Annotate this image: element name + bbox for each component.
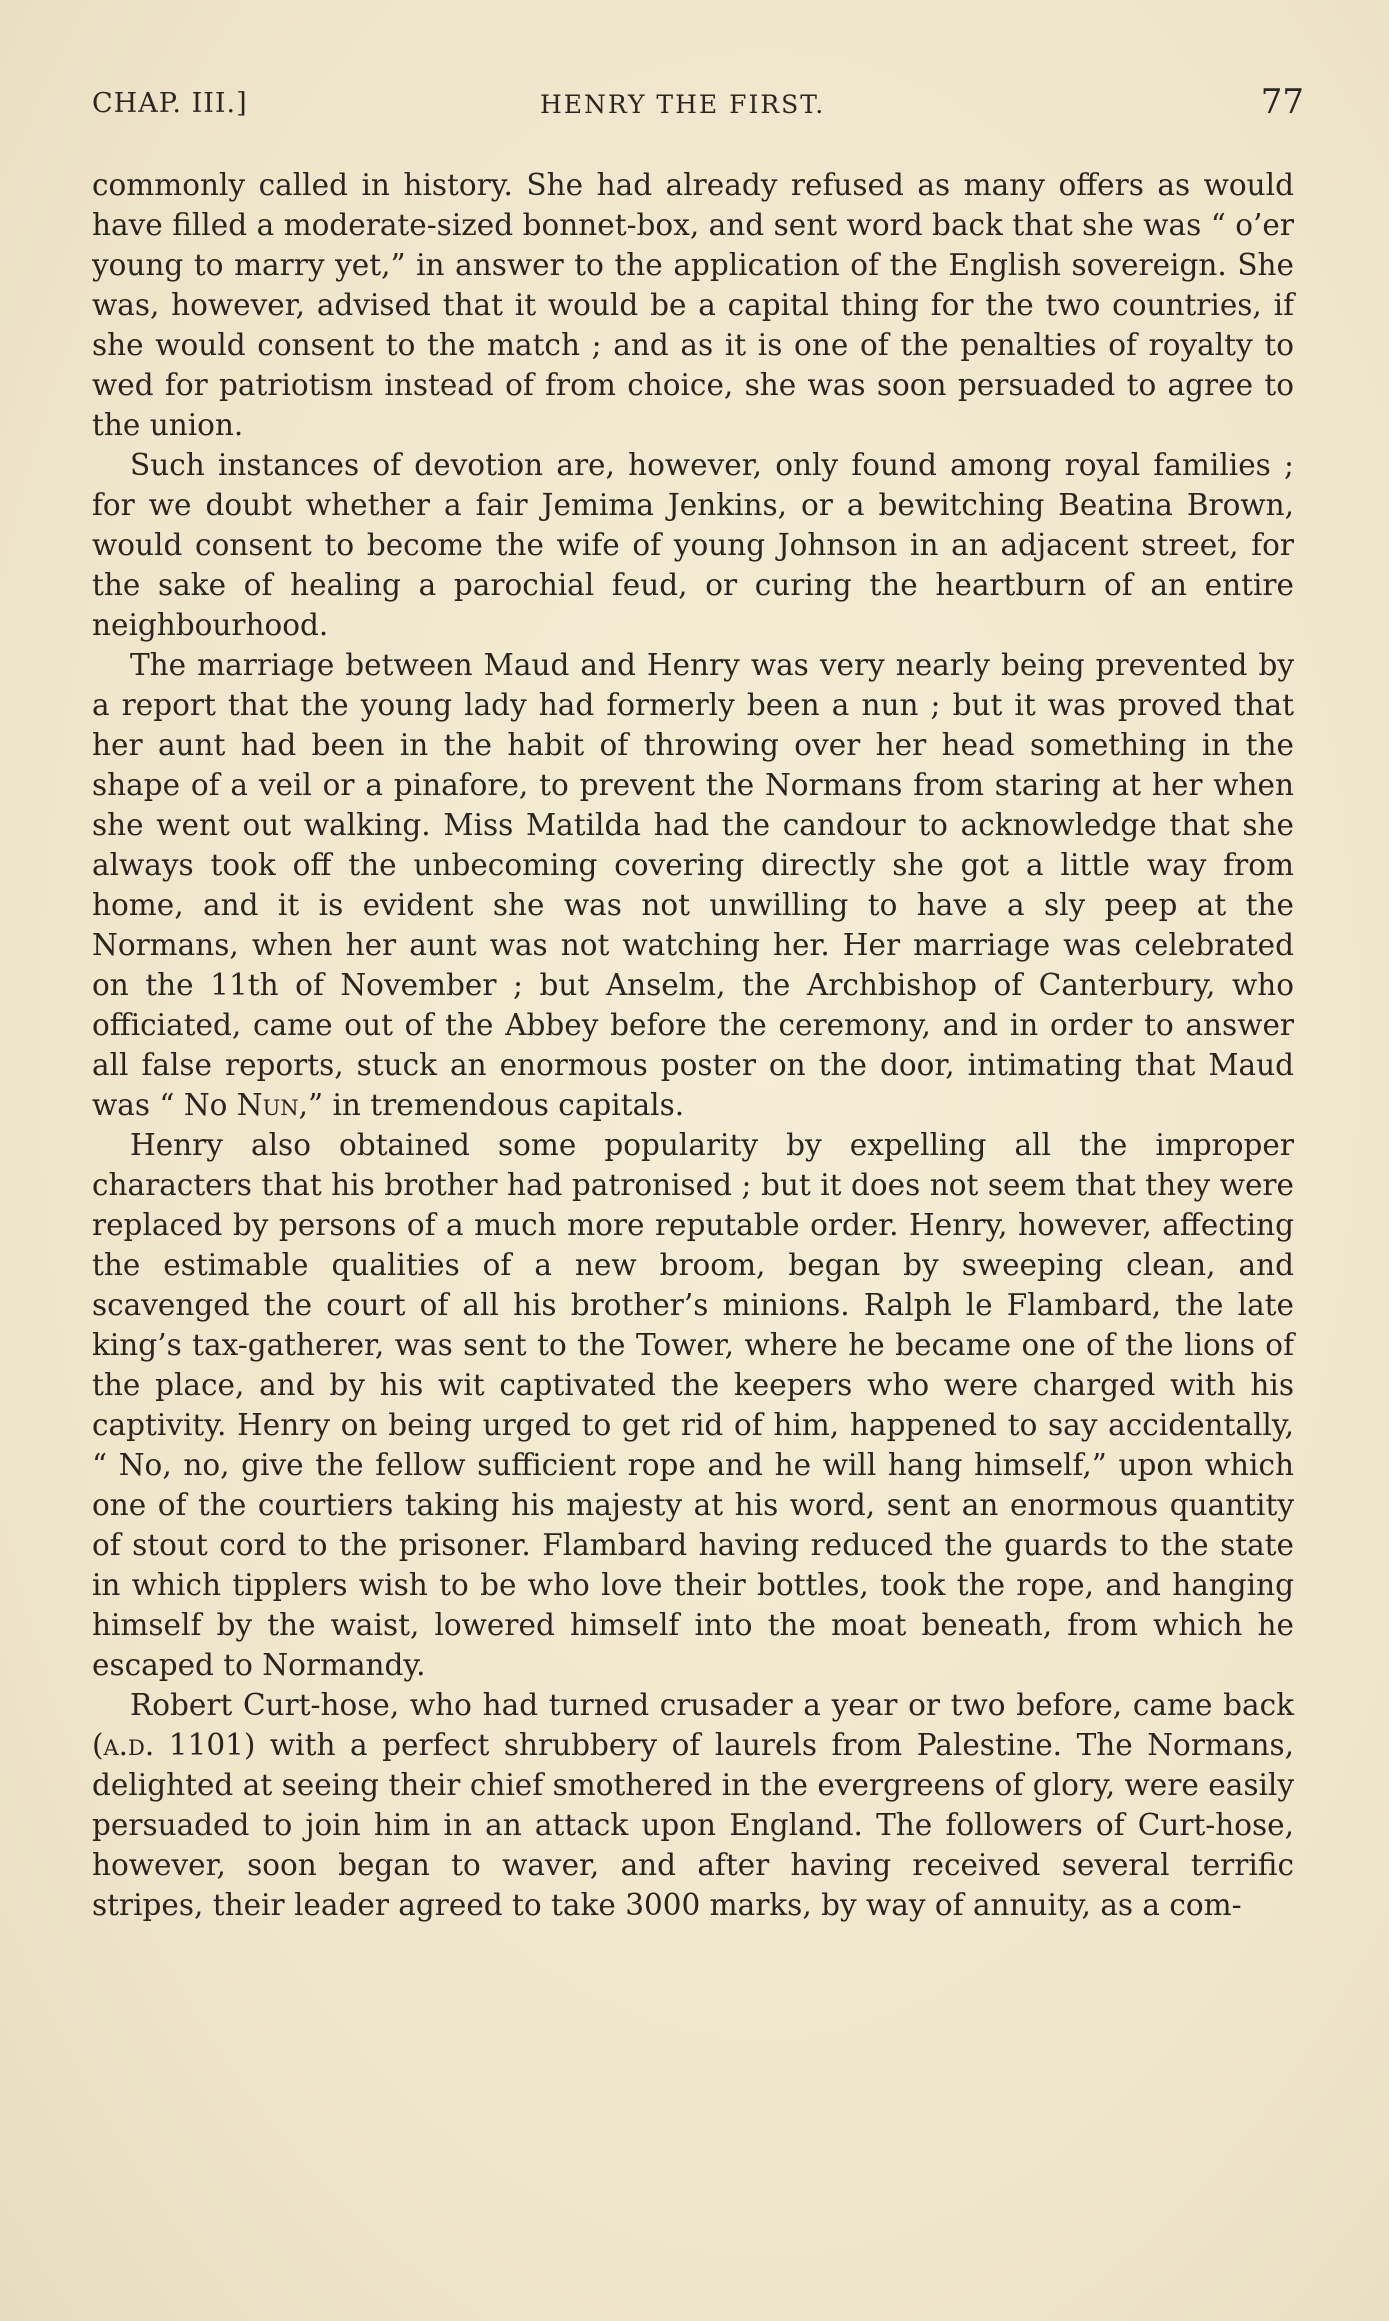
no-nun-smallcaps: Nun xyxy=(236,1088,299,1122)
chapter-label: CHAP. III.] xyxy=(92,88,248,119)
paragraph-marriage xyxy=(92,645,1294,1125)
paragraph-flambard: Henry also obtained some popularity by expelling all the improper characters that his brother had patronised ; but it does not seem that they were replaced by persons of a much more reputable order. Henry, however, affecting the estimable qualities of a new broom, began by sweeping clean, and scavenged the court of all his brother’s minions. Ralph le Flambard, the late king’s tax-gatherer, was sent to the Tower, where he became one of the lions of the place, and by his wit captivated the keepers who were charged with his captivity. Henry on being urged to get rid of him, happened to say accidentally, “ No, no, give the fellow sufficient rope and he will hang himself,” upon which one of the courtiers taking his majesty at his word, sent an enormous quantity of stout cord to the prisoner. Flambard having reduced the guards to the state in which tipplers wish to be who love their bottles, took the rope, and hanging himself by the waist, lowered himself into the moat beneath, from which he escaped to Normandy. xyxy=(92,1128,1294,1682)
paragraph-marriage-end: ,” in tremendous capitals. xyxy=(298,1088,685,1122)
running-title: HENRY THE FIRST. xyxy=(540,90,826,119)
paragraph-continued: commonly called in history. She had already refused as many offers as would have filled a moderate-sized bonnet-box, and sent word back that she was “ o’er young to marry yet,” in answer to the application of the English sovereign. She was, however, advised that it would be a capital thing for the two countries, if she would consent to the match ; and as it is one of the penalties of royalty to wed for patriotism instead of from choice, she was soon persuaded to agree to the union. xyxy=(92,168,1294,442)
paragraph-curt-hose xyxy=(92,1685,1294,1925)
paragraph-curt-hose-end: 1101) with a perfect shrubbery of laurels from Palestine. The Normans, delighted at seeing their chief smothered in the evergreens of glory, were easily persuaded to join him in an attack upon England. The followers of Curt-hose, however, soon began to waver, and after having received several terrific stripes, their leader agreed to take 3000 marks, by way of annuity, as a com- xyxy=(92,1728,1294,1922)
body-text xyxy=(92,165,1294,1925)
paragraph-curt-hose-text: Robert Curt-hose, who had turned crusader a year or two before, came back ( xyxy=(92,1688,1294,1762)
paragraph-royal-devotion: Such instances of devotion are, however, only found among royal families ; for we doubt whether a fair Jemima Jenkins, or a bewitching Beatina Brown, would consent to become the wife of young Johnson in an adjacent street, for the sake of healing a parochial feud, or curing the heartburn of an entire neighbourhood. xyxy=(92,448,1294,642)
paragraph-marriage-text: The marriage between Maud and Henry was very nearly being prevented by a report that the young lady had formerly been a nun ; but it was proved that her aunt had been in the habit of throwing over her head something in the shape of a veil or a pinafore, to prevent the Normans from staring at her when she went out walking. Miss Matilda had the candour to acknowledge that she always took off the unbecoming covering directly she got a little way from home, and it is evident she was not unwilling to have a sly peep at the Normans, when her aunt was not watching her. Her marriage was celebrated on the 11th of November ; but Anselm, the Archbishop of Canterbury, who officiated, came out of the Abbey before the ceremony, and in order to answer all false reports, stuck an enormous poster on the door, intimating that Maud was “ No xyxy=(92,648,1294,1122)
running-head xyxy=(92,82,1304,132)
page-number: 77 xyxy=(1260,82,1304,122)
anno-domini-smallcaps: a.d. xyxy=(103,1728,155,1762)
